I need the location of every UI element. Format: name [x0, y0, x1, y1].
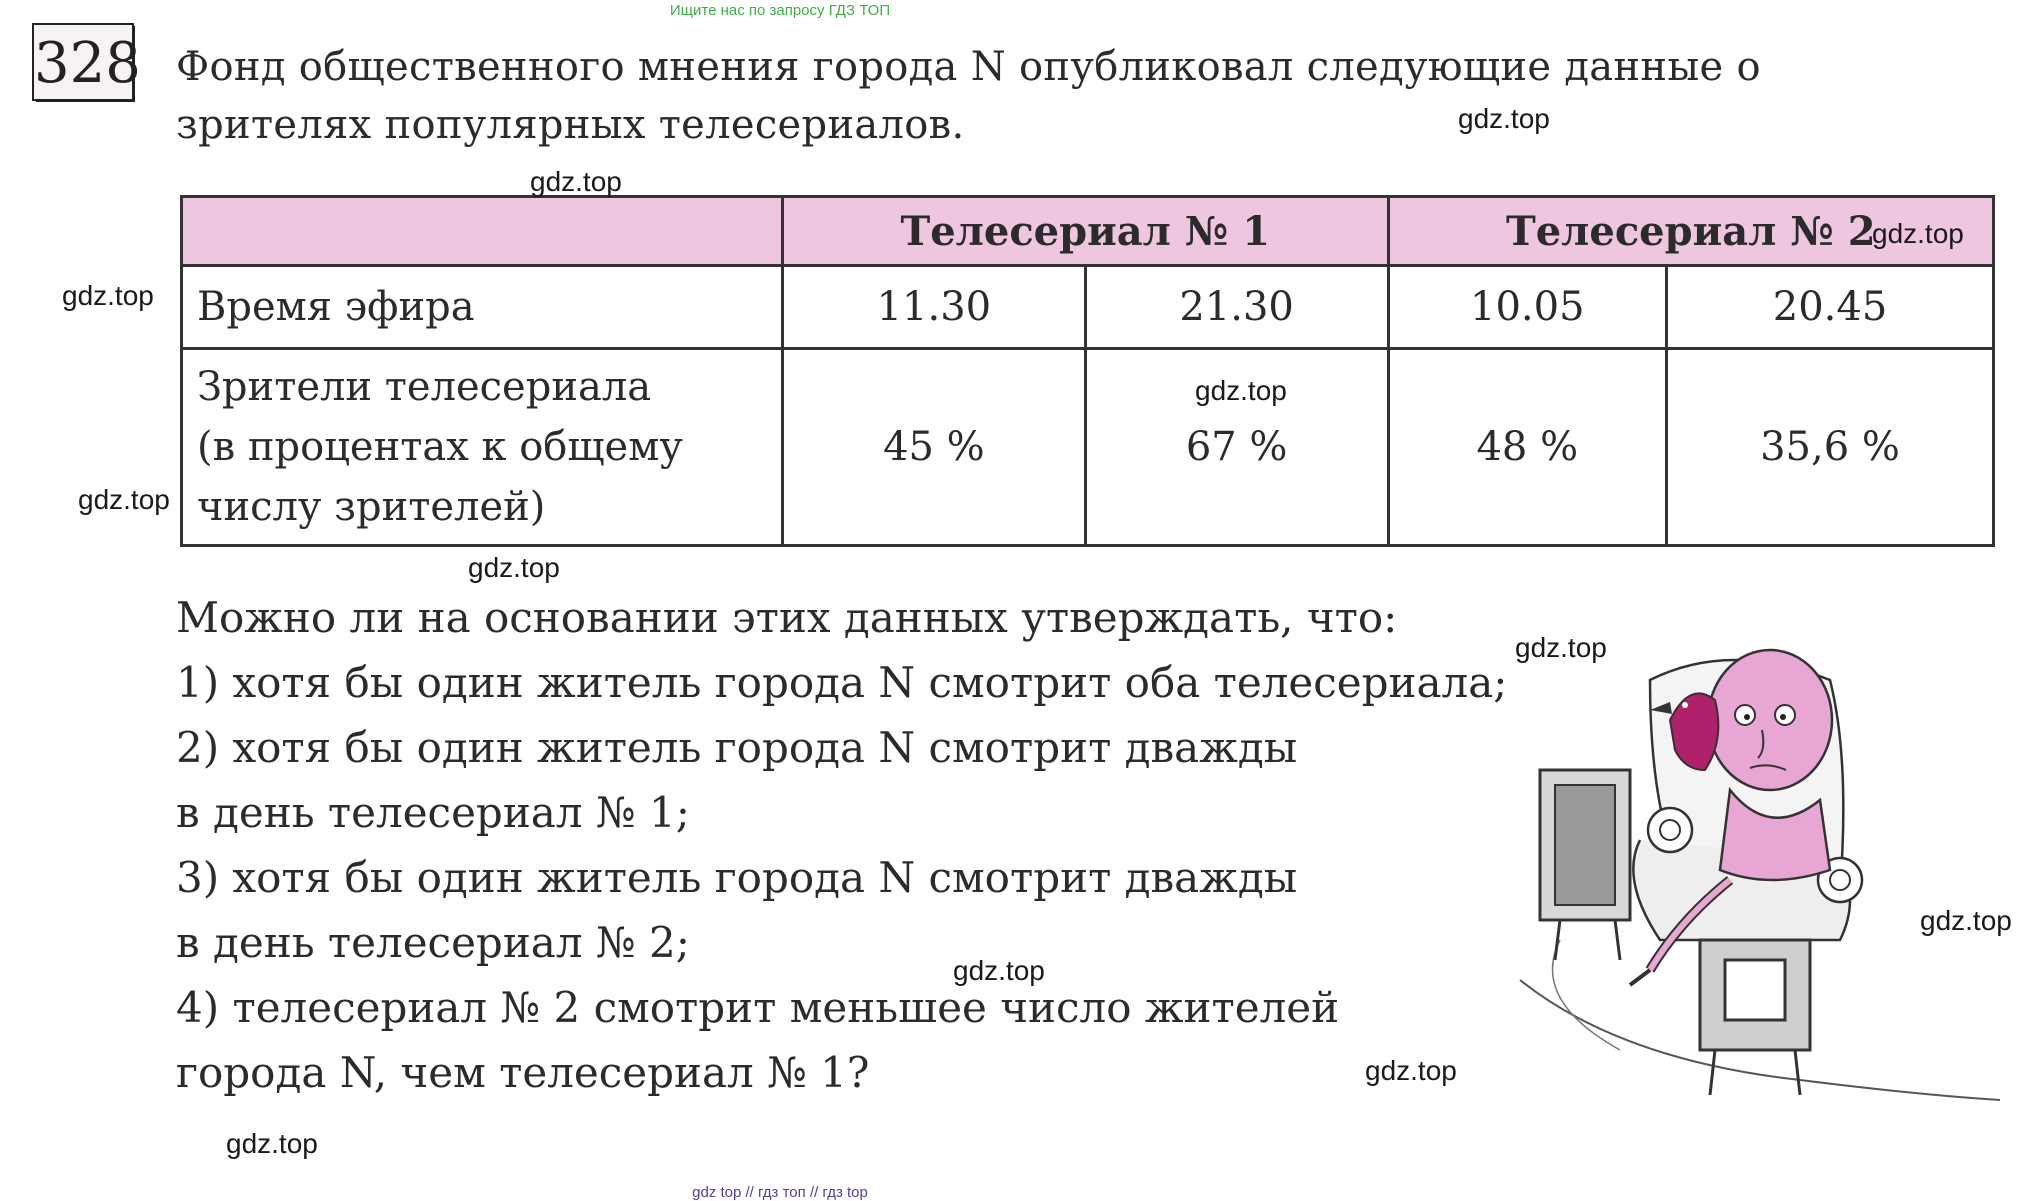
question-item: в день телесериал № 1;	[176, 788, 690, 837]
watermark: gdz.top	[468, 552, 560, 583]
table-header-blank	[182, 197, 783, 266]
watermark: gdz.top	[1195, 375, 1287, 406]
watermark: gdz.top	[530, 166, 622, 197]
heading-line-2: зрителях популярных телесериалов.	[176, 102, 965, 148]
watermark: gdz.top	[1458, 103, 1550, 134]
watermark: gdz.top	[226, 1128, 318, 1159]
heading-line-1: Фонд общественного мнения города N опубликовал следующие данные о	[176, 44, 1761, 90]
table-cell: 11.30	[783, 266, 1086, 349]
table-cell: 20.45	[1667, 266, 1994, 349]
question-item: 1) хотя бы один житель города N смотрит оба телесериала;	[176, 658, 1508, 707]
question-item: 3) хотя бы один житель города N смотрит дважды	[176, 853, 1298, 902]
row-label-airtime: Время эфира	[182, 266, 783, 349]
question-item: города N, чем телесериал № 1?	[176, 1048, 870, 1097]
table-cell: 67 %	[1085, 349, 1388, 546]
table-cell: 21.30	[1085, 266, 1388, 349]
row-label-line: (в процентах к общему	[197, 424, 683, 471]
table-cell: 48 %	[1388, 349, 1667, 546]
table-header-series-2: Телесериал № 2	[1388, 197, 1994, 266]
question-item: в день телесериал № 2;	[176, 918, 690, 967]
question-item: 2) хотя бы один житель города N смотрит дважды	[176, 723, 1298, 772]
row-label-line: числу зрителей)	[197, 484, 546, 531]
tv-right-icon	[1700, 940, 1810, 1095]
watermark: gdz.top	[953, 955, 1045, 986]
bottom-banner[interactable]: gdz top // гдз топ // гдз top	[692, 1184, 868, 1201]
problem-number: 328	[32, 23, 134, 101]
watermark: gdz.top	[1872, 218, 1964, 249]
row-label-viewers	[182, 349, 783, 546]
ratings-table	[180, 195, 1995, 547]
watermark: gdz.top	[1920, 905, 2012, 936]
top-banner[interactable]: Ищите нас по запросу ГДЗ ТОП	[669, 2, 891, 19]
watermark: gdz.top	[1515, 632, 1607, 663]
watermark: gdz.top	[1365, 1055, 1457, 1086]
watermark: gdz.top	[78, 484, 170, 515]
table-cell: 45 %	[783, 349, 1086, 546]
table-row-airtime	[182, 266, 1994, 349]
table-row-viewers	[182, 349, 1994, 546]
question-block	[176, 585, 1636, 1105]
watermark: gdz.top	[62, 280, 154, 311]
question-item: 4) телесериал № 2 смотрит меньшее число жителей	[176, 983, 1340, 1032]
problem-heading	[176, 38, 2016, 154]
row-label-line: Зрители телесериала	[197, 364, 652, 411]
tv-left-icon	[1540, 770, 1630, 960]
table-cell: 35,6 %	[1667, 349, 1994, 546]
table-header-series-1: Телесериал № 1	[783, 197, 1389, 266]
table-cell: 10.05	[1388, 266, 1667, 349]
table-header-row	[182, 197, 1994, 266]
question-intro: Можно ли на основании этих данных утверждать, что:	[176, 593, 1398, 642]
tv-viewer-illustration	[1500, 640, 2010, 1120]
